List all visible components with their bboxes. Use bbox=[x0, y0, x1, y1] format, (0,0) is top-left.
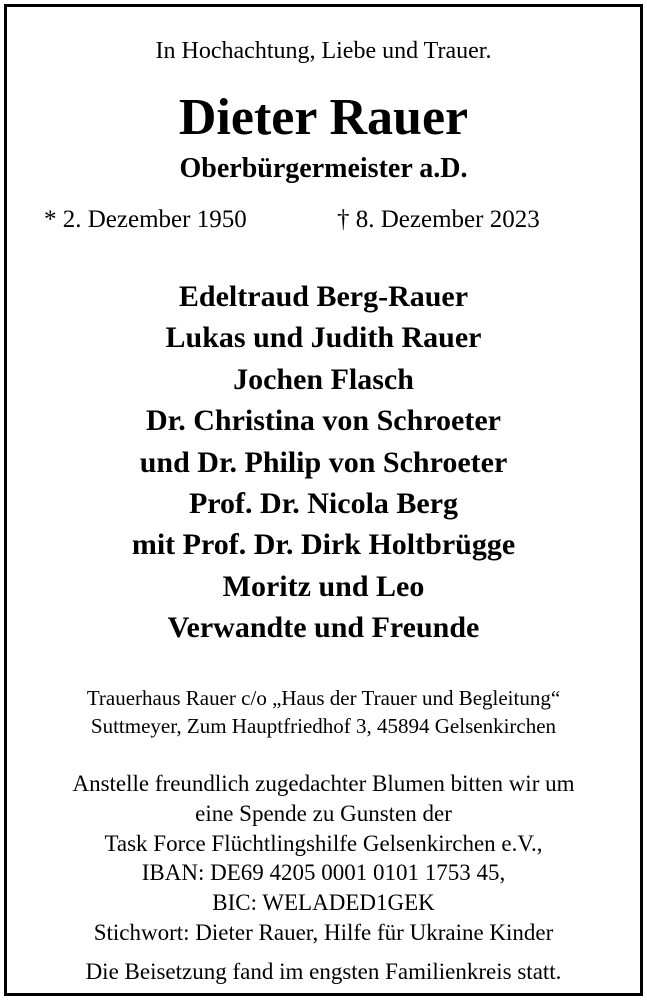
deceased-title: Oberbürgermeister a.D. bbox=[179, 153, 468, 184]
mourning-house-address bbox=[0, 684, 647, 740]
birth-date: * 2. Dezember 1950 bbox=[44, 206, 247, 233]
donation-iban: IBAN: DE69 4205 0001 0101 1753 45, bbox=[141, 860, 506, 886]
mourner-line: Moritz und Leo bbox=[222, 569, 425, 603]
donation-line: Anstelle freundlich zugedachter Blumen bitten wir um bbox=[72, 771, 575, 796]
death-date: † 8. Dezember 2023 bbox=[337, 206, 540, 233]
donation-request bbox=[0, 769, 647, 948]
mourner-line: Prof. Dr. Nicola Berg bbox=[188, 487, 459, 521]
mourner-line: Dr. Christina von Schroeter bbox=[146, 404, 501, 438]
donation-line: Task Force Flüchtlingshilfe Gelsenkirchen e.V., bbox=[104, 830, 543, 856]
life-dates bbox=[0, 205, 647, 235]
deceased-name: Dieter Rauer bbox=[178, 89, 469, 146]
intro-text: In Hochachtung, Liebe und Trauer. bbox=[155, 38, 492, 64]
donation-keyword: Stichwort: Dieter Rauer, Hilfe für Ukraine Kinder bbox=[93, 919, 554, 945]
mourner-line: Lukas und Judith Rauer bbox=[165, 321, 482, 355]
mourner-line: mit Prof. Dr. Dirk Holtbrügge bbox=[131, 528, 516, 562]
mourner-line: Edeltraud Berg-Rauer bbox=[178, 280, 469, 313]
mourner-line: Verwandte und Freunde bbox=[167, 611, 480, 645]
mourner-line: und Dr. Philip von Schroeter bbox=[139, 445, 508, 479]
address-line: Trauerhaus Rauer c/o „Haus der Trauer und Begleitung“ bbox=[86, 686, 561, 710]
donation-line: eine Spende zu Gunsten der bbox=[195, 800, 452, 826]
address-line: Suttmeyer, Zum Hauptfriedhof 3, 45894 Gelsenkirchen bbox=[90, 714, 557, 738]
donation-bic: BIC: WELADED1GEK bbox=[212, 890, 435, 916]
burial-notice: Die Beisetzung fand im engsten Familienkreis statt. bbox=[85, 959, 562, 984]
mourners-list bbox=[0, 276, 647, 649]
mourner-line: Jochen Flasch bbox=[233, 362, 414, 396]
